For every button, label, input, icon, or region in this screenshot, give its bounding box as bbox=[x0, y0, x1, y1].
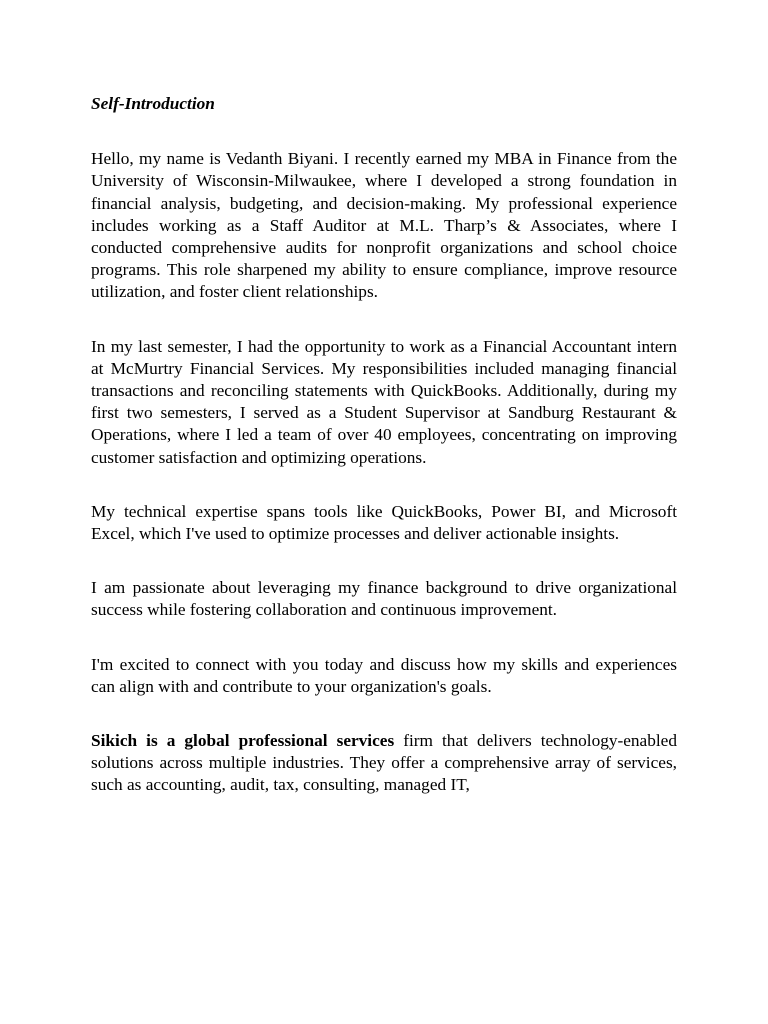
paragraph-experience: In my last semester, I had the opportunity to work as a Financial Accountant intern at McMurtry Financial Services. My responsibilities included managing financial transactions and reconciling statements with QuickBooks. Additionally, during my first two semesters, I served as a Student Supervisor at Sandburg Restaurant & Operations, where I led a team of over 40 employees, concentrating on improving customer satisfaction and optimizing operations. bbox=[91, 336, 677, 467]
paragraph-intro: Hello, my name is Vedanth Biyani. I recently earned my MBA in Finance from the University of Wisconsin-Milwaukee, where I developed a strong foundation in financial analysis, budgeting, and decision-making. My professional experience includes working as a Staff Auditor at M.L. Tharp’s & Associates, where I conducted comprehensive audits for nonprofit organizations and school choice programs. This role sharpened my ability to ensure compliance, improve resource utilization, and foster client relationships. bbox=[91, 149, 677, 302]
paragraph-company bbox=[91, 730, 677, 797]
document-body bbox=[91, 93, 677, 829]
company-text: firm that delivers technology-enabled solutions across multiple industries. They offer a comprehensive array of services, such as accounting, audit, tax, consulting, managed IT, bbox=[91, 731, 677, 795]
document-title: Self-Introduction bbox=[91, 94, 215, 113]
company-bold-text: Sikich is a global professional services bbox=[91, 731, 395, 751]
paragraph-passion: I am passionate about leveraging my finance background to drive organizational success while fostering collaboration and continuous improvement. bbox=[91, 578, 677, 620]
paragraph-technical: My technical expertise spans tools like QuickBooks, Power BI, and Microsoft Excel, which I've used to optimize processes and deliver actionable insights. bbox=[91, 501, 677, 544]
paragraph-closing-remark: I'm excited to connect with you today and discuss how my skills and experiences can align with and contribute to your organization's goals. bbox=[91, 654, 677, 696]
